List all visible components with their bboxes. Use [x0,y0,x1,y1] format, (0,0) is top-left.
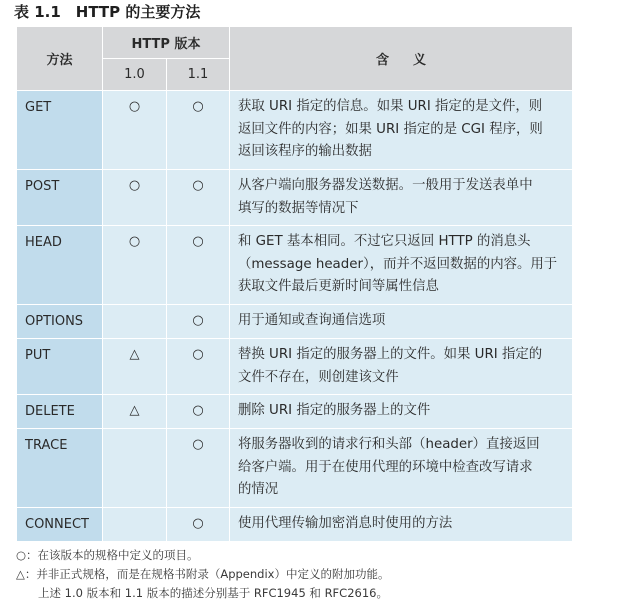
method-cell: HEAD [17,226,103,305]
support-1-0: △ [103,395,167,429]
note-rfc-source: 上述 1.0 版本和 1.1 版本的描述分别基于 RFC1945 和 RFC2616。 [38,586,388,600]
table-row [17,91,573,170]
description-line: 使用代理传输加密消息时使用的方法 [238,516,453,531]
description-line: 用于通知或查询通信选项 [238,313,386,328]
support-1-0 [103,429,167,508]
table-row [17,339,573,395]
http-methods-table [16,26,573,542]
description-cell [230,395,573,429]
description-line: 文件不存在，则创建该文件 [238,369,399,385]
support-1-0: ○ [103,91,167,170]
support-1-0: ○ [103,226,167,305]
note-triangle: △：并非正式规格，而是在规格书附录（Appendix）中定义的附加功能。 [16,567,390,581]
header-meaning-text: 含义 [375,53,450,68]
description-cell [230,305,573,339]
table-notes [16,546,389,603]
description-cell [230,339,573,395]
description-line: 获取文件最后更新时间等属性信息 [238,279,439,294]
description-line: 和 GET 基本相同。不过它只返回 HTTP 的消息头 [238,234,531,249]
header-http-version: HTTP 版本 [103,27,230,59]
description-cell [230,170,573,226]
table-header [17,27,573,91]
support-1-1: ○ [167,226,230,305]
table-row [17,226,573,305]
table-row [17,429,573,508]
method-cell: GET [17,91,103,170]
support-1-0: △ [103,339,167,395]
description-cell [230,91,573,170]
support-1-1: ○ [167,91,230,170]
method-cell: OPTIONS [17,305,103,339]
description-line: 从客户端向服务器发送数据。一般用于发送表单中 [238,178,533,193]
support-1-1: ○ [167,170,230,226]
note-circle: ○：在该版本的规格中定义的项目。 [16,548,199,562]
description-line: 返回文件的内容；如果 URI 指定的是 CGI 程序，则 [238,121,543,137]
description-line: 将服务器收到的请求行和头部（header）直接返回 [238,437,540,452]
header-meaning [230,27,573,91]
support-1-1: ○ [167,339,230,395]
support-1-1: ○ [167,508,230,542]
table-row [17,395,573,429]
description-line: 获取 URI 指定的信息。如果 URI 指定的是文件，则 [238,99,543,114]
method-cell: TRACE [17,429,103,508]
support-1-1: ○ [167,305,230,339]
description-line: 的情况 [238,482,279,497]
table-row [17,508,573,542]
description-cell [230,429,573,508]
header-version-1-0: 1.0 [103,59,167,91]
description-line: 替换 URI 指定的服务器上的文件。如果 URI 指定的 [238,347,543,362]
description-line: 删除 URI 指定的服务器上的文件 [238,403,431,418]
support-1-1: ○ [167,429,230,508]
support-1-0 [103,305,167,339]
description-line: （message header），而并不返回数据的内容。用于 [238,256,558,272]
method-cell: DELETE [17,395,103,429]
support-1-1: ○ [167,395,230,429]
header-method: 方法 [17,27,103,91]
description-cell [230,226,573,305]
method-cell: PUT [17,339,103,395]
method-cell: CONNECT [17,508,103,542]
description-line: 给客户端。用于在使用代理的环境中检查改写请求 [238,459,533,475]
method-cell: POST [17,170,103,226]
support-1-0: ○ [103,170,167,226]
table-row [17,305,573,339]
table-caption: 表 1.1 HTTP 的主要方法 [14,3,201,21]
header-version-1-1: 1.1 [167,59,230,91]
support-1-0 [103,508,167,542]
description-line: 填写的数据等情况下 [238,200,359,216]
description-cell [230,508,573,542]
table-row [17,170,573,226]
description-line: 返回该程序的输出数据 [238,144,372,159]
